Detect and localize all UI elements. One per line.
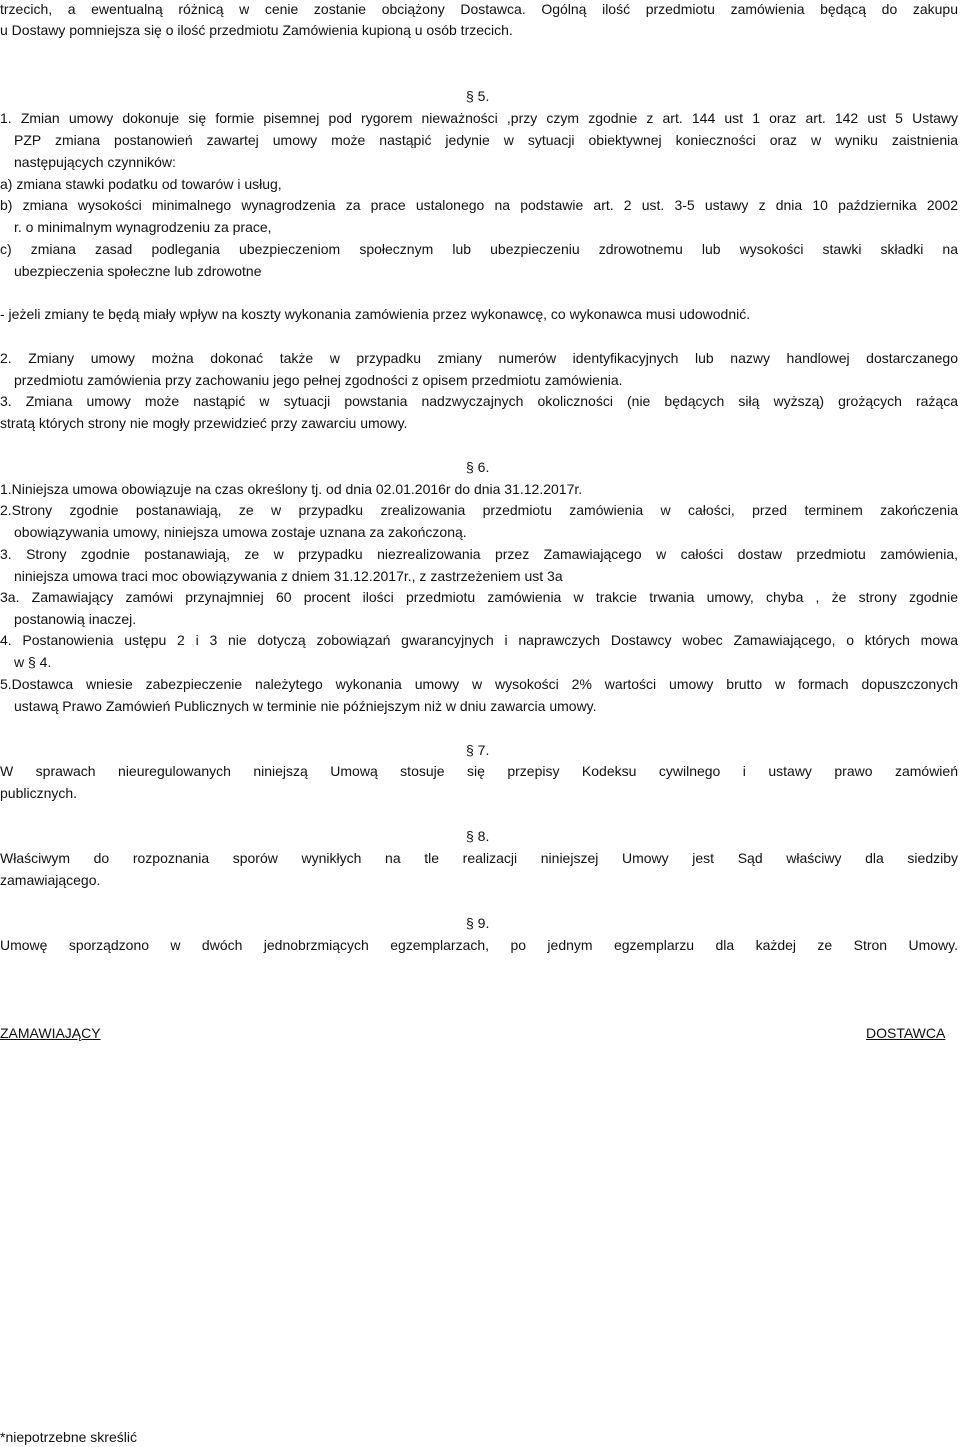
section-5-item-c-line-2: ubezpieczenia społeczne lub zdrowotne [14,263,262,279]
section-5-item-b-line-2: r. o minimalnym wynagrodzeniu za prace, [14,219,272,235]
section-6-p2-line-2: obowiązywania umowy, niniejsza umowa zostaje uznana za zakończoną. [14,524,467,540]
section-9-heading: § 9. [466,915,490,931]
section-5-p1-line-2: PZP zmiana postanowień zawartej umowy może nastąpić jedynie w sytuacji obiektywnej konieczności oraz w wyniku zaistnienia [14,132,958,148]
intro-line-2: u Dostawy pomniejsza się o ilość przedmiotu Zamówienia kupioną u osób trzecich. [0,22,513,38]
section-5-heading: § 5. [466,88,490,104]
section-6-p3a-line-1: 3a. Zamawiający zamówi przynajmniej 60 procent ilości przedmiotu zamówienia w trakcie trwania umowy, chyba , że strony zgodnie [0,589,958,605]
section-7-heading: § 7. [466,742,490,758]
section-5-item-b-line-1: b) zmiana wysokości minimalnego wynagrodzenia za prace ustalonego na podstawie art. 2 ust. 3-5 ustawy z dnia 10 października 2002 [0,197,958,213]
section-6-p3-line-2: niniejsza umowa traci moc obowiązywania z dniem 31.12.2017r., z zastrzeżeniem ust 3a [14,568,563,584]
section-6-p2-line-1: 2.Strony zgodnie postanawiają, ze w przypadku zrealizowania przedmiotu zamówienia w całości, przed terminem zakończenia [0,502,958,518]
signature-zamawiajacy: ZAMAWIAJĄCY [0,1025,101,1041]
section-8-heading: § 8. [466,828,490,844]
section-8-line-1: Właściwym do rozpoznania sporów wynikłych na tle realizacji niniejszej Umowy jest Sąd właściwy dla siedziby [0,850,958,866]
footnote: *niepotrzebne skreślić [0,1429,137,1445]
section-6-p3a-line-2: postanowią inaczej. [14,611,137,627]
section-6-p3-line-1: 3. Strony zgodnie postanawiają, ze w przypadku niezrealizowania przez Zamawiającego w całości dostaw przedmiotu zamówienia, [0,546,958,562]
signature-dostawca: DOSTAWCA [866,1025,946,1041]
section-5-item-c-line-1: c) zmiana zasad podlegania ubezpieczeniom społecznym lub ubezpieczeniu zdrowotnemu lub wysokości stawki składki na [0,241,958,257]
intro-line-1: trzecich, a ewentualną różnicą w cenie zostanie obciążony Dostawca. Ogólną ilość przedmiotu zamówienia będącą do zakupu [0,1,958,17]
section-7-line-1: W sprawach nieuregulowanych niniejszą Umową stosuje się przepisy Kodeksu cywilnego i ustawy prawo zamówień [0,763,958,779]
section-5-p3-line-2: stratą których strony nie mogły przewidzieć przy zawarciu umowy. [0,415,408,431]
section-5-p1-line-3: następujących czynników: [14,154,176,170]
section-5-p3-line-1: 3. Zmiana umowy może nastąpić w sytuacji powstania nadzwyczajnych okoliczności (nie będących siłą wyższą) grożących rażąca [0,393,958,409]
section-6-p5-line-2: ustawą Prawo Zamówień Publicznych w terminie nie późniejszym niż w dniu zawarcia umowy. [14,698,597,714]
section-5-item-a: a) zmiana stawki podatku od towarów i usług, [0,176,282,192]
section-5-p2-line-1: 2. Zmiany umowy można dokonać także w przypadku zmiany numerów identyfikacyjnych lub nazwy handlowej dostarczanego [0,350,958,366]
section-5-dash-note: - jeżeli zmiany te będą miały wpływ na koszty wykonania zamówienia przez wykonawcę, co wykonawca musi udowodnić. [0,306,751,322]
section-6-p4-line-2: w § 4. [14,654,52,670]
section-9-line-1: Umowę sporządzono w dwóch jednobrzmiących egzemplarzach, po jednym egzemplarzu dla każdej ze Stron Umowy. [0,937,958,953]
section-8-line-2: zamawiającego. [0,872,101,888]
section-6-heading: § 6. [466,459,490,475]
section-7-line-2: publicznych. [0,785,78,801]
section-6-p4-line-1: 4. Postanowienia ustępu 2 i 3 nie dotyczą zobowiązań gwarancyjnych i naprawczych Dostawcy wobec Zamawiającego, o których mowa [0,632,958,648]
section-5-p2-line-2: przedmiotu zamówienia przy zachowaniu jego pełnej zgodności z opisem przedmiotu zamówienia. [14,372,623,388]
section-6-p5-line-1: 5.Dostawca wniesie zabezpieczenie należytego wykonania umowy w wysokości 2% wartości umowy brutto w formach dopuszczonych [0,676,958,692]
section-6-p1: 1.Niniejsza umowa obowiązuje na czas określony tj. od dnia 02.01.2016r do dnia 31.12.2017r. [0,481,583,497]
section-5-p1-line-1: 1. Zmian umowy dokonuje się formie pisemnej pod rygorem nieważności ,przy czym zgodnie z art. 144 ust 1 oraz art. 142 ust 5 Ustawy [0,110,958,126]
